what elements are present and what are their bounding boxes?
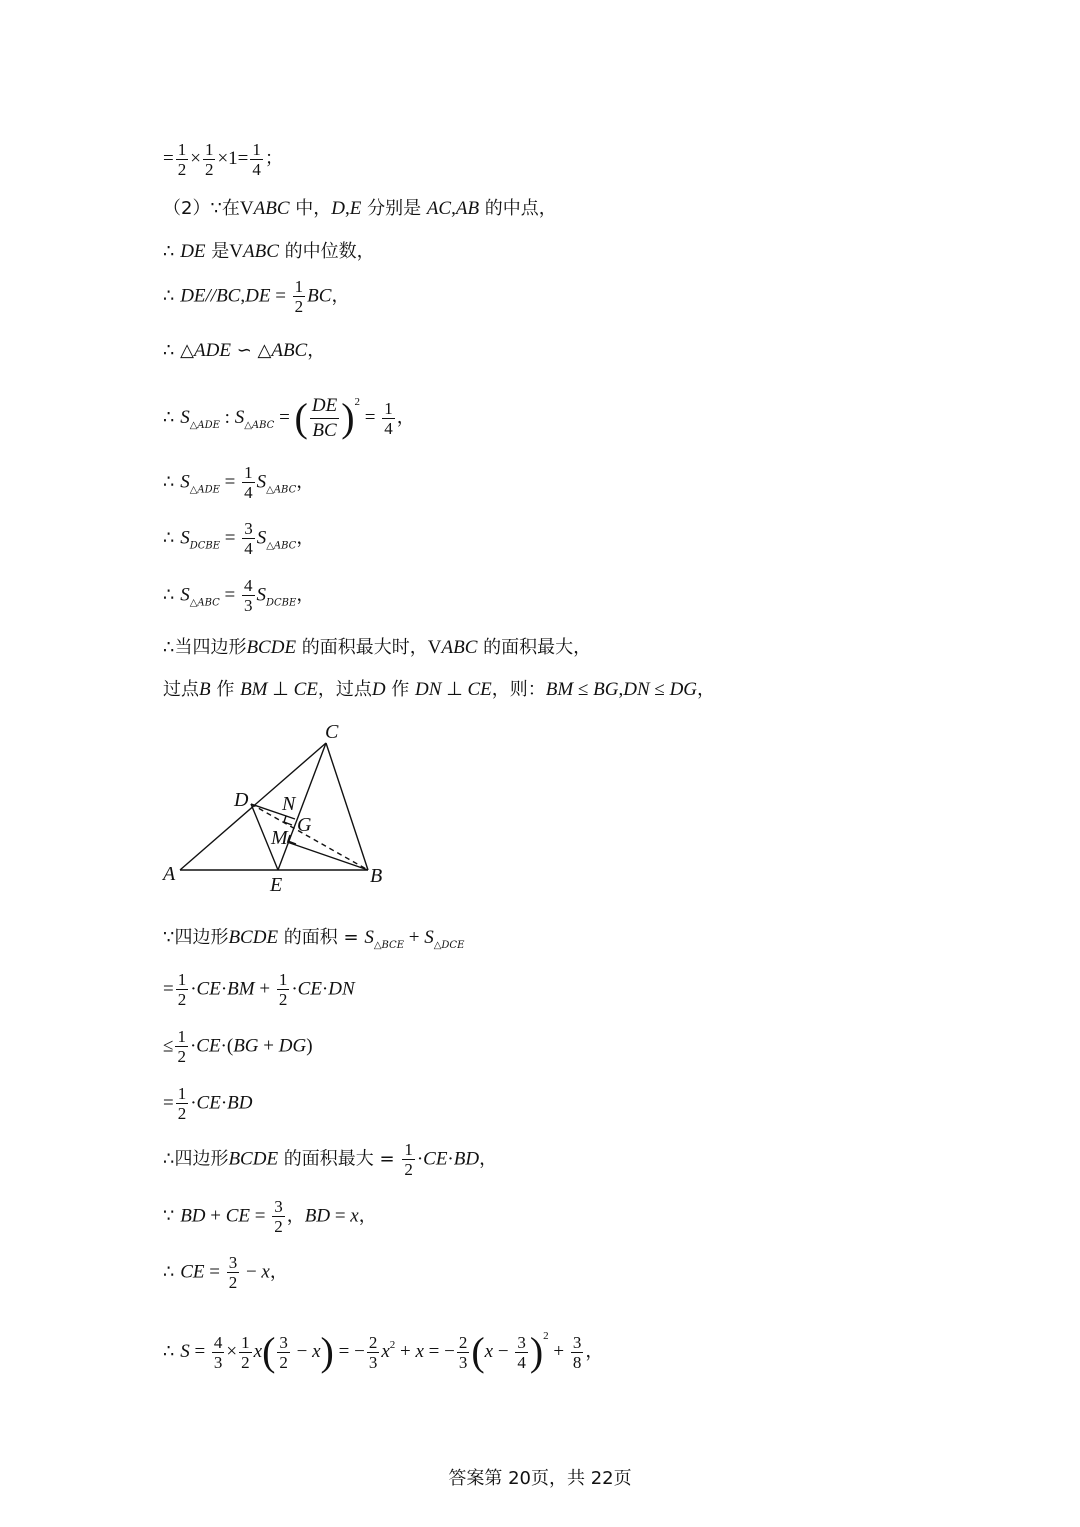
fraction: $\frac{3}{4}$ — [244, 519, 253, 558]
fraction: $\frac{4}{3}$ — [244, 576, 253, 615]
text-line-3: ∴ DE 是VABC 的中位数， — [163, 241, 375, 262]
fraction: $\frac{4}{3}$ — [213, 1332, 223, 1372]
fraction: $\frac{1}{2}$ — [177, 1084, 187, 1123]
text-line-5: ∴ △ADE ∽ △ABC， — [163, 340, 326, 361]
eq-line-7: ∴ $S_{\triangle ADE}$ = $\frac{1}{4}$ $S_{\triangle ABC}$， — [163, 463, 315, 502]
eq-line-6: ∴ $S_{\triangle ADE}$ : $S_{\triangle ABC}$ = ( $\frac{DE}{BC}$ )$^2$ = $\frac{1}{4}$ ， — [163, 394, 415, 441]
label-D: D — [234, 789, 249, 811]
fraction: $\frac{3}{4}$ — [517, 1332, 526, 1372]
fraction: $\frac{3}{2}$ — [279, 1332, 288, 1372]
fraction: $\frac{1}{4}$ — [252, 140, 261, 179]
label-G: G — [297, 814, 312, 836]
eq-line-9: ∴ $S_{\triangle ABC}$ = $\frac{4}{3}$ $S_{DCBE}$， — [163, 576, 315, 615]
fraction: $\frac{DE}{BC}$ — [311, 394, 338, 441]
text-line-11: 过点B 作 BM ⊥ CE，过点D 作 DN ⊥ CE，则：BM ≤ BG,DN ≤ DG， — [163, 679, 716, 700]
triangle-figure — [155, 718, 395, 898]
fraction: $\frac{3}{2}$ — [274, 1197, 283, 1236]
fraction: $\frac{1}{2}$ — [177, 140, 187, 179]
label-A: A — [163, 863, 176, 885]
fraction: $\frac{1}{2}$ — [278, 970, 288, 1009]
fraction: $\frac{3}{2}$ — [228, 1253, 238, 1292]
text-line-10: ∴当四边形BCDE 的面积最大时，VABC 的面积最大， — [163, 637, 592, 658]
fraction: $\frac{1}{2}$ — [177, 970, 187, 1009]
eq-line-4: ∴ DE//BC,DE = $\frac{1}{2}$ BC， — [163, 277, 350, 316]
eq-line-15: = $\frac{1}{2}$ ·CE·BD — [163, 1084, 253, 1123]
label-M: M — [271, 827, 288, 849]
fraction: $\frac{3}{8}$ — [572, 1332, 582, 1372]
eq-line-16: ∴四边形BCDE 的面积最大 = $\frac{1}{2}$ ·CE·BD， — [163, 1140, 498, 1179]
fraction: $\frac{1}{4}$ — [244, 463, 253, 502]
fraction: $\frac{2}{3}$ — [368, 1332, 378, 1372]
text-line-2: （2）∵在VABC 中，D,E 分别是 AC,AB 的中点， — [163, 198, 557, 219]
fraction: $\frac{1}{2}$ — [204, 140, 214, 179]
eq-line-18: ∴ CE = $\frac{3}{2}$ − x， — [163, 1253, 288, 1292]
fraction: $\frac{1}{4}$ — [384, 398, 393, 438]
eq-line-19: ∴ S = $\frac{4}{3}$ × $\frac{1}{2}$ x( $\frac{3}{2}$ − x) = − $\frac{2}{3}$ $x^2 + x$ = − $\frac{2}{3}$ (x − $\frac{3}{4}$ )$^2$ + $\frac{3}{8}$ ， — [163, 1329, 604, 1374]
eq-line-17: ∵ BD + CE = $\frac{3}{2}$ ，BD = x， — [163, 1197, 377, 1236]
label-C: C — [325, 721, 339, 743]
label-N: N — [282, 793, 296, 815]
fraction: $\frac{2}{3}$ — [458, 1332, 468, 1372]
eq-line-12: ∵四边形BCDE 的面积 = $S_{\triangle BCE} + S_{\triangle DCE}$ — [163, 927, 465, 951]
page-footer: 答案第 20页，共 22页 — [448, 1468, 632, 1489]
eq-line-14: ≤ $\frac{1}{2}$ ·CE·(BG + DG) — [163, 1027, 313, 1066]
segment-BC — [326, 743, 368, 870]
fraction: $\frac{1}{2}$ — [404, 1140, 413, 1179]
segment-BM — [287, 842, 368, 870]
eq-line-1: = $\frac{1}{2}$ × $\frac{1}{2}$ ×1= $\frac{1}{4}$ ； — [163, 140, 283, 179]
eq-line-8: ∴ $S_{DCBE}$ = $\frac{3}{4}$ $S_{\triangle ABC}$， — [163, 519, 315, 558]
label-E: E — [270, 874, 283, 896]
segment-AC — [180, 743, 326, 870]
fraction: $\frac{1}{2}$ — [294, 277, 304, 316]
label-B: B — [370, 865, 383, 887]
fraction: $\frac{1}{2}$ — [241, 1332, 250, 1372]
fraction: $\frac{1}{2}$ — [177, 1027, 186, 1066]
eq-line-13: = $\frac{1}{2}$ ·CE·BM + $\frac{1}{2}$ ·CE·DN — [163, 970, 355, 1009]
